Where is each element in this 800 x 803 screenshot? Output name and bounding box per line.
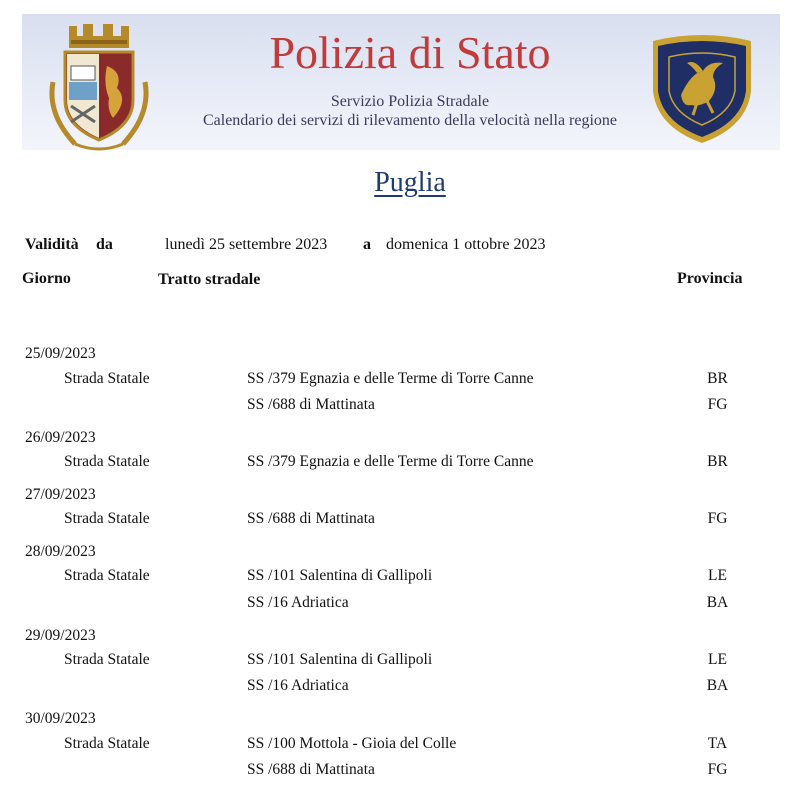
day-row: [0, 543, 800, 565]
province-code: BA: [706, 594, 729, 611]
road-name: SS /101 Salentina di Gallipoli: [247, 651, 433, 668]
province-code: FG: [707, 761, 728, 778]
road-type: Strada Statale: [64, 651, 150, 668]
entry-row: [0, 396, 800, 418]
entry-row: [0, 761, 800, 783]
road-name: SS /688 di Mattinata: [247, 396, 375, 413]
province-code: LE: [708, 567, 727, 584]
polizia-stradale-badge-icon: [647, 33, 757, 145]
region-title: Puglia: [374, 167, 446, 198]
entry-row: [0, 370, 800, 392]
road-type: Strada Statale: [64, 453, 150, 470]
day-row: [0, 429, 800, 451]
validity-label: Validità: [25, 236, 79, 253]
validity-to-word: a: [363, 236, 371, 253]
day-date: 30/09/2023: [25, 710, 96, 727]
province-code: FG: [707, 510, 728, 527]
entry-row: [0, 677, 800, 699]
day-row: [0, 345, 800, 367]
road-name: SS /688 di Mattinata: [247, 510, 375, 527]
column-header-province: Provincia: [677, 270, 743, 287]
road-name: SS /16 Adriatica: [247, 594, 349, 611]
province-code: BR: [707, 453, 728, 470]
header-title: Polizia di Stato: [269, 27, 551, 78]
polizia-crest-icon: [45, 22, 153, 152]
road-type: Strada Statale: [64, 567, 150, 584]
entry-row: [0, 735, 800, 757]
column-header-day: Giorno: [22, 270, 71, 287]
entry-row: [0, 453, 800, 475]
province-code: BR: [707, 370, 728, 387]
day-date: 28/09/2023: [25, 543, 96, 560]
road-name: SS /688 di Mattinata: [247, 761, 375, 778]
validity-end-date: domenica 1 ottobre 2023: [386, 236, 546, 253]
day-row: [0, 710, 800, 732]
day-date: 27/09/2023: [25, 486, 96, 503]
province-code: TA: [707, 735, 728, 752]
day-date: 29/09/2023: [25, 627, 96, 644]
day-date: 25/09/2023: [25, 345, 96, 362]
day-row: [0, 486, 800, 508]
entry-row: [0, 594, 800, 616]
entry-row: [0, 510, 800, 532]
column-header-road: Tratto stradale: [158, 271, 261, 288]
validity-from-word: da: [96, 236, 113, 253]
road-name: SS /101 Salentina di Gallipoli: [247, 567, 433, 584]
day-row: [0, 627, 800, 649]
road-type: Strada Statale: [64, 370, 150, 387]
road-name: SS /379 Egnazia e delle Terme di Torre Canne: [247, 370, 534, 387]
province-code: LE: [708, 651, 727, 668]
header-description: Calendario dei servizi di rilevamento della velocità nella regione: [202, 112, 618, 129]
road-name: SS /16 Adriatica: [247, 677, 349, 694]
header-subtitle: Servizio Polizia Stradale: [330, 93, 490, 110]
province-code: BA: [706, 677, 729, 694]
road-name: SS /379 Egnazia e delle Terme di Torre Canne: [247, 453, 534, 470]
road-type: Strada Statale: [64, 735, 150, 752]
entry-row: [0, 651, 800, 673]
province-code: FG: [707, 396, 728, 413]
road-type: Strada Statale: [64, 510, 150, 527]
validity-start-date: lunedì 25 settembre 2023: [165, 236, 328, 253]
entry-row: [0, 567, 800, 589]
road-name: SS /100 Mottola - Gioia del Colle: [247, 735, 457, 752]
day-date: 26/09/2023: [25, 429, 96, 446]
